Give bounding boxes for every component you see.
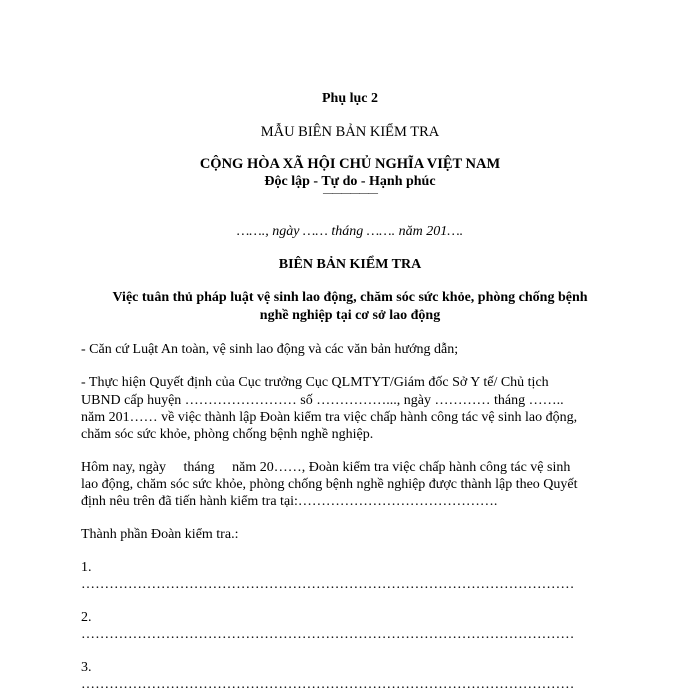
motto-underline: —————— xyxy=(323,188,377,199)
report-title: BIÊN BẢN KIỂM TRA xyxy=(278,257,422,272)
member-dotted-line: …………………………………………………………………………………………… xyxy=(81,577,575,592)
basis-law-paragraph: - Căn cứ Luật An toàn, vệ sinh lao động và các văn bản hướng dẫn; xyxy=(81,342,459,357)
country-name: CỘNG HÒA XÃ HỘI CHỦ NGHĨA VIỆT NAM xyxy=(199,156,501,172)
member-number: 3. xyxy=(81,660,92,675)
date-line: ……., ngày …… tháng ……. năm 201…. xyxy=(236,224,464,239)
report-subject-line-2: nghề nghiệp tại cơ sở lao động xyxy=(259,308,441,323)
basis-decision-line-1: - Thực hiện Quyết định của Cục trưởng Cục QLMTYT/Giám đốc Sở Y tế/ Chủ tịch xyxy=(81,375,549,390)
basis-decision-line-4: chăm sóc sức khỏe, phòng chống bệnh nghề nghiệp. xyxy=(81,427,374,442)
today-paragraph-line-3: định nêu trên đã tiến hành kiểm tra tại:……………………………………. xyxy=(81,494,498,509)
report-subject-line-1: Việc tuân thủ pháp luật vệ sinh lao động, chăm sóc sức khỏe, phòng chống bệnh xyxy=(112,290,588,305)
member-number: 1. xyxy=(81,560,92,575)
today-paragraph-line-2: lao động, chăm sóc sức khỏe, phòng chống bệnh nghề nghiệp được thành lập theo Quyết xyxy=(81,477,578,492)
today-paragraph-line-1: Hôm nay, ngày tháng năm 20……, Đoàn kiểm tra việc chấp hành công tác vệ sinh xyxy=(81,460,571,475)
appendix-label: Phụ lục 2 xyxy=(321,91,378,106)
basis-decision-line-3: năm 201…… về việc thành lập Đoàn kiểm tra việc chấp hành công tác vệ sinh lao động, xyxy=(81,410,578,425)
national-motto: Độc lập - Tự do - Hạnh phúc xyxy=(264,174,436,189)
member-number: 2. xyxy=(81,610,92,625)
member-dotted-line: …………………………………………………………………………………………… xyxy=(81,677,575,692)
members-heading: Thành phần Đoàn kiểm tra.: xyxy=(81,527,239,542)
basis-decision-line-2: UBND cấp huyện …………………… số ……………..., ngày ………… tháng …….. xyxy=(81,393,564,408)
member-dotted-line: …………………………………………………………………………………………… xyxy=(81,627,575,642)
template-title: MẪU BIÊN BẢN KIỂM TRA xyxy=(260,124,440,140)
